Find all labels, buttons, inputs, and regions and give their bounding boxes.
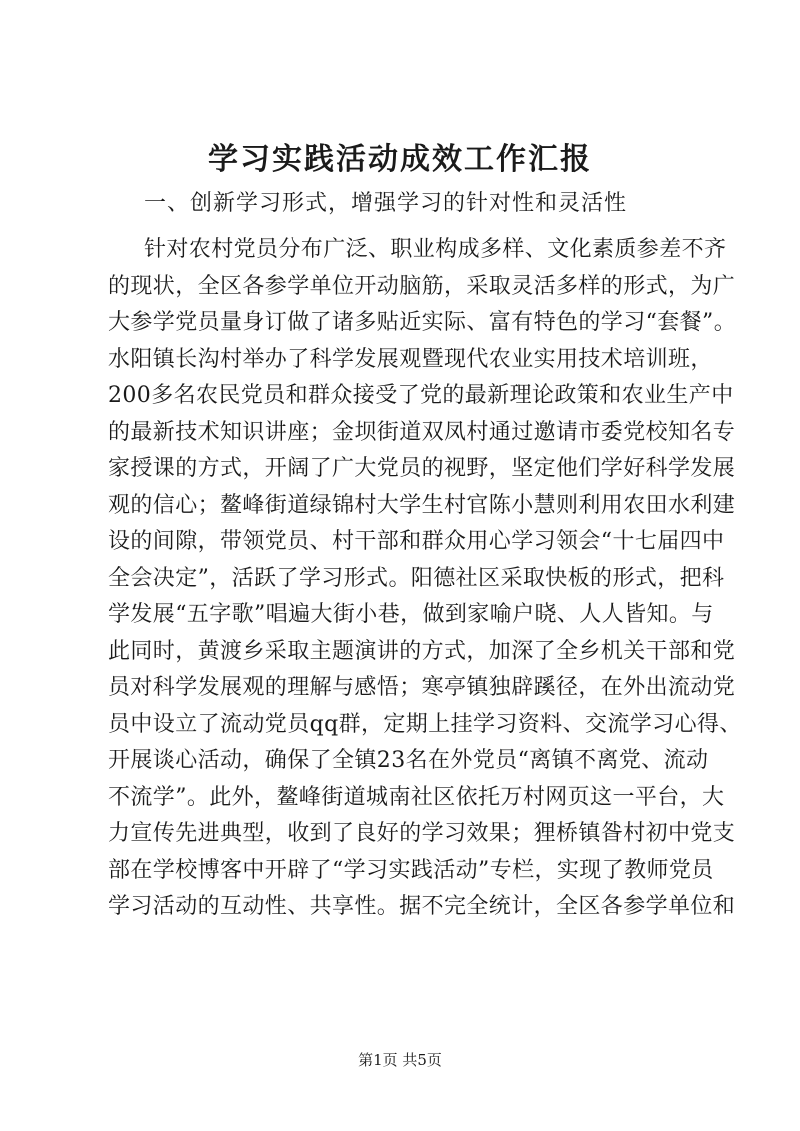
- body-line: 开展谈心活动，确保了全镇23名在外党员“离镇不离党、流动: [108, 748, 709, 773]
- body-line: 200多名农民党员和群众接受了党的最新理论政策和农业生产中: [108, 383, 734, 408]
- body-line: 全会决定”，活跃了学习形式。阳德社区采取快板的形式，把科: [108, 565, 725, 591]
- body-line: 员对科学发展观的理解与感悟；寒亭镇独辟蹊径，在外出流动党: [108, 675, 736, 700]
- section-heading: 一、创新学习形式，增强学习的针对性和灵活性: [144, 191, 628, 216]
- body-line: 观的信心；鳌峰街道绿锦村大学生村官陈小慧则利用农田水利建: [108, 492, 736, 518]
- body-line: 员中设立了流动党员qq群，定期上挂学习资料、交流学习心得、: [108, 711, 742, 737]
- body-line: 不流学”。此外，鳌峰街道城南社区依托万村网页这一平台，大: [108, 784, 725, 810]
- body-line: 学发展“五字歌”唱遍大街小巷，做到家喻户晓、人人皆知。与: [108, 602, 714, 627]
- body-line: 家授课的方式，开阔了广大党员的视野，坚定他们学好科学发展: [108, 456, 736, 481]
- body-line: 学习活动的互动性、共享性。据不完全统计，全区各参学单位和: [108, 894, 736, 919]
- body-line: 的最新技术知识讲座；金坝街道双凤村通过邀请市委党校知名专: [108, 419, 736, 445]
- body-line: 部在学校博客中开辟了“学习实践活动”专栏，实现了教师党员: [108, 857, 714, 883]
- document-title: 学习实践活动成效工作汇报: [208, 142, 592, 177]
- body-line: 力宣传先进典型，收到了良好的学习效果；狸桥镇昝村初中党支: [108, 821, 736, 846]
- body-line: 水阳镇长沟村举办了科学发展观暨现代农业实用技术培训班，: [108, 346, 713, 372]
- body-line: 针对农村党员分布广泛、职业构成多样、文化素质参差不齐: [144, 237, 727, 262]
- body-line: 设的间隙，带领党员、村干部和群众用心学习领会“十七届四中: [108, 529, 725, 554]
- body-line: 的现状，全区各参学单位开动脑筋，采取灵活多样的形式，为广: [108, 273, 736, 299]
- body-line: 此同时，黄渡乡采取主题演讲的方式，加深了全乡机关干部和党: [108, 638, 736, 664]
- body-text: [108, 232, 742, 926]
- body-line: 大参学党员量身订做了诸多贴近实际、富有特色的学习“套餐”。: [108, 310, 737, 335]
- page-footer: 第1页 共5页: [358, 1051, 442, 1069]
